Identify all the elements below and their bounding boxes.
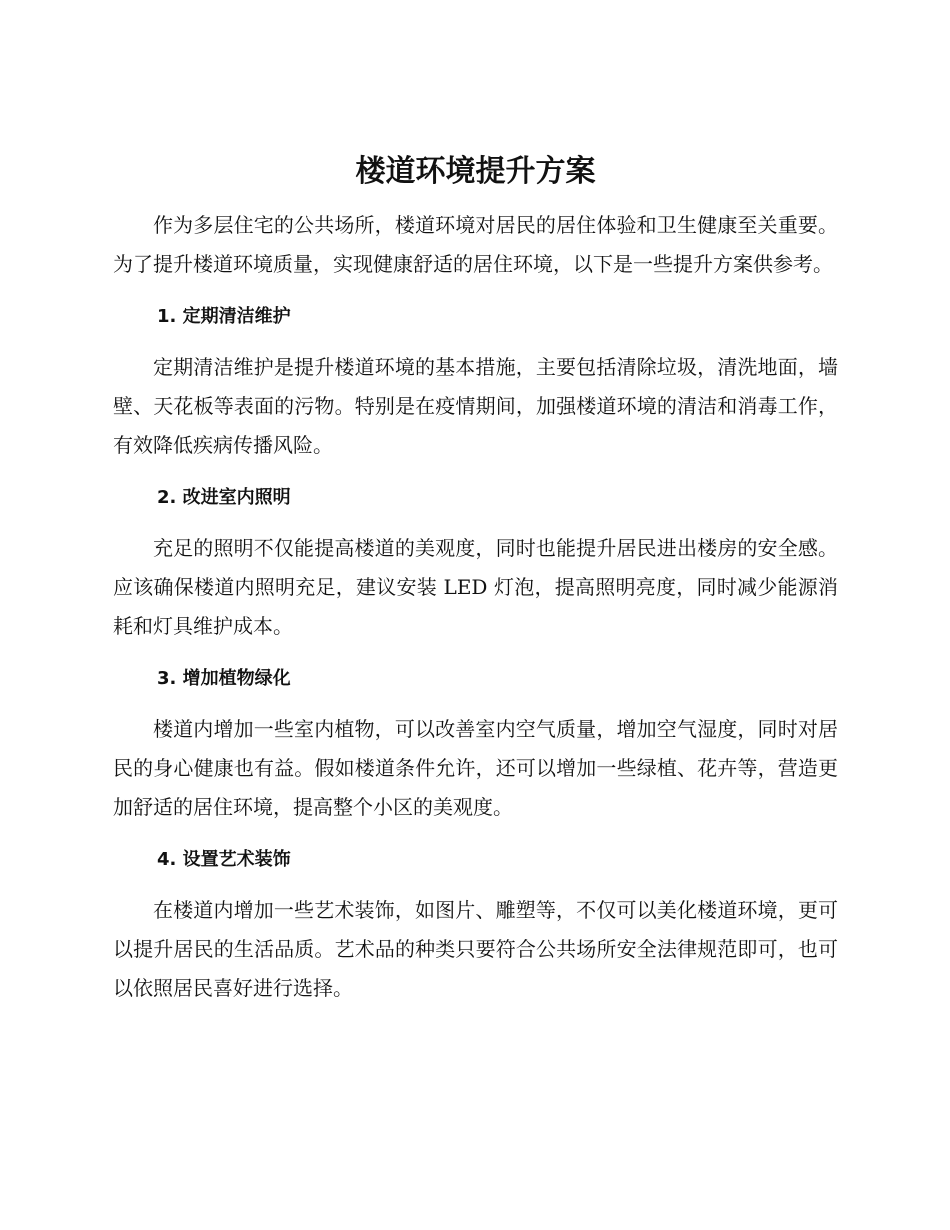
section-heading: 4. 设置艺术装饰 — [157, 849, 291, 870]
section-heading: 1. 定期清洁维护 — [157, 306, 291, 327]
section-lighting — [113, 483, 838, 646]
section-cleaning — [113, 302, 838, 465]
section-heading: 2. 改进室内照明 — [157, 487, 291, 508]
section-paragraph: 充足的照明不仅能提高楼道的美观度，同时也能提升居民进出楼房的安全感。应该确保楼道内照明充足，建议安装 LED 灯泡，提高照明亮度，同时减少能源消耗和灯具维护成本。 — [113, 536, 838, 638]
document-page — [113, 150, 838, 1008]
section-heading: 3. 增加植物绿化 — [157, 668, 291, 689]
section-paragraph: 定期清洁维护是提升楼道环境的基本措施，主要包括清除垃圾，清洗地面，墙壁、天花板等表面的污物。特别是在疫情期间，加强楼道环境的清洁和消毒工作，有效降低疾病传播风险。 — [113, 355, 838, 457]
section-art-decoration — [113, 845, 838, 1008]
intro-paragraph: 作为多层住宅的公共场所，楼道环境对居民的居住体验和卫生健康至关重要。为了提升楼道环境质量，实现健康舒适的居住环境，以下是一些提升方案供参考。 — [113, 213, 838, 276]
section-paragraph: 在楼道内增加一些艺术装饰，如图片、雕塑等，不仅可以美化楼道环境，更可以提升居民的生活品质。艺术品的种类只要符合公共场所安全法律规范即可，也可以依照居民喜好进行选择。 — [113, 898, 838, 1000]
document-title: 楼道环境提升方案 — [355, 154, 596, 189]
section-greenery — [113, 664, 838, 827]
section-paragraph: 楼道内增加一些室内植物，可以改善室内空气质量，增加空气湿度，同时对居民的身心健康也有益。假如楼道条件允许，还可以增加一些绿植、花卉等，营造更加舒适的居住环境，提高整个小区的美观度。 — [113, 717, 838, 819]
